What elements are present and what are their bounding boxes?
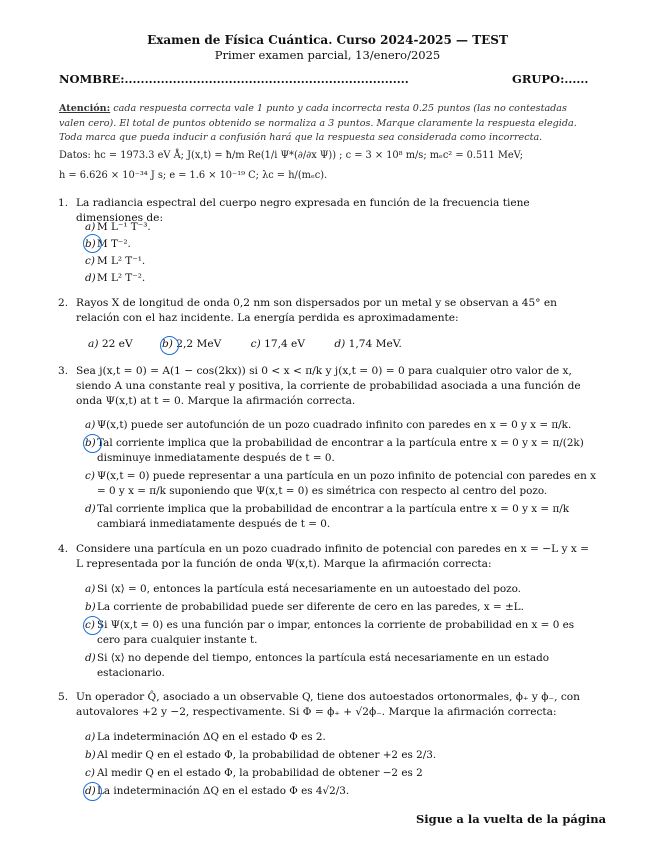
option-letter: b) bbox=[85, 601, 96, 613]
q3-option-b[interactable] bbox=[85, 436, 597, 465]
option-text: Si ⟨x⟩ no depende del tiempo, entonces la partícula está necesariamente en un estado estacionario. bbox=[97, 652, 550, 679]
question-number: 1. bbox=[58, 197, 69, 209]
question-text: Un operador Q̂, asociado a un observable Q, tiene dos autoestados ortonormales, ϕ₊ y ϕ₋, con autovalores +2 y −2, respectivamente. Si Φ = ϕ₊ + √2ϕ₋. Marque la afirmación correcta: bbox=[76, 691, 580, 718]
q4-option-a[interactable] bbox=[85, 582, 597, 597]
option-text: M L² T⁻². bbox=[97, 272, 146, 284]
option-text: La indeterminación ΔQ en el estado Φ es 2. bbox=[97, 731, 326, 743]
answer-mark-q4 bbox=[83, 616, 102, 635]
question-4 bbox=[58, 542, 596, 572]
q1-option-a[interactable] bbox=[85, 220, 597, 235]
option-letter: a) bbox=[85, 419, 96, 431]
attention-text: cada respuesta correcta vale 1 punto y cada incorrecta resta 0.25 puntos (las no contestadas valen cero). El total de puntos obtenido se normaliza a 3 puntos. Marque claramente la respuesta elegida. Toda marca que pueda inducir a confusión hará que la respuesta sea considerada como incorrecta. bbox=[59, 103, 577, 143]
option-text: Al medir Q en el estado Φ, la probabilidad de obtener −2 es 2 bbox=[97, 767, 423, 779]
option-text: Tal corriente implica que la probabilidad de encontrar a la partícula entre x = 0 y x = π/(2k) disminuye inmediatamente después de t = 0. bbox=[97, 437, 584, 464]
q1-option-b[interactable] bbox=[85, 237, 597, 252]
attention-note bbox=[59, 102, 595, 146]
option-letter: b) bbox=[161, 338, 173, 350]
question-number: 4. bbox=[58, 543, 69, 555]
option-letter: b) bbox=[85, 238, 96, 250]
q3-option-c[interactable] bbox=[85, 469, 597, 498]
datos-block bbox=[59, 146, 599, 186]
answer-mark-q3 bbox=[83, 434, 102, 453]
option-text: 22 eV bbox=[101, 338, 133, 350]
option-letter: d) bbox=[334, 338, 346, 350]
q4-option-c[interactable] bbox=[85, 618, 597, 647]
option-letter: b) bbox=[85, 749, 96, 761]
question-number: 3. bbox=[58, 365, 69, 377]
nombre-field: NOMBRE:....................................................................... bbox=[59, 72, 409, 86]
question-2 bbox=[58, 296, 596, 326]
option-text: M L⁻¹ T⁻³. bbox=[97, 221, 151, 233]
option-text: 17,4 eV bbox=[264, 338, 305, 350]
question-3 bbox=[58, 364, 596, 409]
q3-option-d[interactable] bbox=[85, 502, 597, 531]
option-letter: a) bbox=[85, 221, 96, 233]
q5-option-c[interactable] bbox=[85, 766, 597, 781]
option-letter: b) bbox=[85, 437, 96, 449]
option-letter: d) bbox=[85, 503, 96, 515]
option-letter: c) bbox=[250, 338, 261, 350]
option-letter: a) bbox=[85, 583, 96, 595]
grupo-field: GRUPO:...... bbox=[512, 72, 589, 86]
option-text: 2,2 MeV bbox=[176, 338, 222, 350]
option-letter: c) bbox=[85, 255, 95, 267]
exam-subtitle: Primer examen parcial, 13/enero/2025 bbox=[214, 48, 441, 62]
option-text: La indeterminación ΔQ en el estado Φ es 4√2/3. bbox=[97, 785, 350, 797]
option-text: Tal corriente implica que la probabilidad de encontrar a la partícula entre x = 0 y x = π/k cambiará inmediatamente después de t = 0. bbox=[97, 503, 570, 530]
next-page-note: Sigue a la vuelta de la página bbox=[416, 812, 607, 826]
option-letter: c) bbox=[85, 470, 95, 482]
attention-lead: Atención: bbox=[59, 103, 111, 114]
question-text: Sea j(x,t = 0) = A(1 − cos(2kx)) si 0 < x < π/k y j(x,t = 0) = 0 para cualquier otro valor de x, siendo A una constante real y positiva, la corriente de probabilidad asociada a una función de onda Ψ(x,t) at t = 0. Marque la afirmación correcta. bbox=[76, 365, 581, 407]
option-text: Si Ψ(x,t = 0) es una función par o impar, entonces la corriente de probabilidad en x = 0 es cero para cualquier instante t. bbox=[97, 619, 575, 646]
exam-title: Examen de Física Cuántica. Curso 2024-2025 — TEST bbox=[147, 33, 508, 47]
q1-option-d[interactable] bbox=[85, 271, 597, 286]
option-letter: d) bbox=[85, 785, 96, 797]
option-text: Ψ(x,t = 0) puede representar a una partícula en un pozo infinito de potencial con paredes en x = 0 y x = π/k suponiendo que Ψ(x,t = 0) es simétrica con respecto al centro del pozo. bbox=[97, 470, 597, 497]
datos-line-2: h = 6.626 × 10⁻³⁴ J s; e = 1.6 × 10⁻¹⁹ C; λc = h/(mₑc). bbox=[59, 170, 328, 181]
q2-options bbox=[76, 338, 596, 350]
option-letter: c) bbox=[85, 619, 95, 631]
option-letter: c) bbox=[85, 767, 95, 779]
question-5 bbox=[58, 690, 596, 720]
q5-option-d[interactable] bbox=[85, 784, 597, 799]
option-text: Si ⟨x⟩ = 0, entonces la partícula está necesariamente en un autoestado del pozo. bbox=[97, 583, 521, 595]
question-text: La radiancia espectral del cuerpo negro expresada en función de la frecuencia tiene dimensiones de: bbox=[76, 197, 530, 224]
option-letter: d) bbox=[85, 652, 96, 664]
q4-option-b[interactable] bbox=[85, 600, 597, 615]
answer-mark-q1 bbox=[83, 234, 102, 253]
option-text: Al medir Q en el estado Φ, la probabilidad de obtener +2 es 2/3. bbox=[97, 749, 437, 761]
option-text: Ψ(x,t) puede ser autofunción de un pozo cuadrado infinito con paredes en x = 0 y x = π/k. bbox=[97, 419, 572, 431]
question-number: 5. bbox=[58, 691, 69, 703]
option-text: 1,74 MeV. bbox=[348, 338, 402, 350]
q2-option-a[interactable] bbox=[88, 338, 133, 350]
option-text: M T⁻². bbox=[97, 238, 131, 250]
q3-option-a[interactable] bbox=[85, 418, 597, 433]
option-text: La corriente de probabilidad puede ser diferente de cero en las paredes, x = ±L. bbox=[97, 601, 524, 613]
q4-option-d[interactable] bbox=[85, 651, 597, 680]
answer-mark-q2 bbox=[160, 336, 179, 355]
option-letter: a) bbox=[88, 338, 99, 350]
option-letter: d) bbox=[85, 272, 96, 284]
option-text: M L² T⁻¹. bbox=[97, 255, 146, 267]
answer-mark-q5 bbox=[83, 782, 102, 801]
question-text: Considere una partícula en un pozo cuadrado infinito de potencial con paredes en x = −L y x = L representada por la función de onda Ψ(x,t). Marque la afirmación correcta: bbox=[76, 543, 590, 570]
q2-option-d[interactable] bbox=[334, 338, 402, 350]
q5-option-b[interactable] bbox=[85, 748, 597, 763]
question-number: 2. bbox=[58, 297, 69, 309]
option-letter: a) bbox=[85, 731, 96, 743]
q5-option-a[interactable] bbox=[85, 730, 597, 745]
q1-option-c[interactable] bbox=[85, 254, 597, 269]
q2-option-c[interactable] bbox=[251, 338, 305, 350]
question-text: Rayos X de longitud de onda 0,2 nm son dispersados por un metal y se observan a 45° en relación con el haz incidente. La energía perdida es aproximadamente: bbox=[76, 297, 558, 324]
datos-line-1: Datos: hc = 1973.3 eV Å; J(x,t) = ħ/m Re(1/i Ψ*(∂/∂x Ψ)) ; c = 3 × 10⁸ m/s; mₑc² = 0.511 MeV; bbox=[59, 150, 524, 161]
